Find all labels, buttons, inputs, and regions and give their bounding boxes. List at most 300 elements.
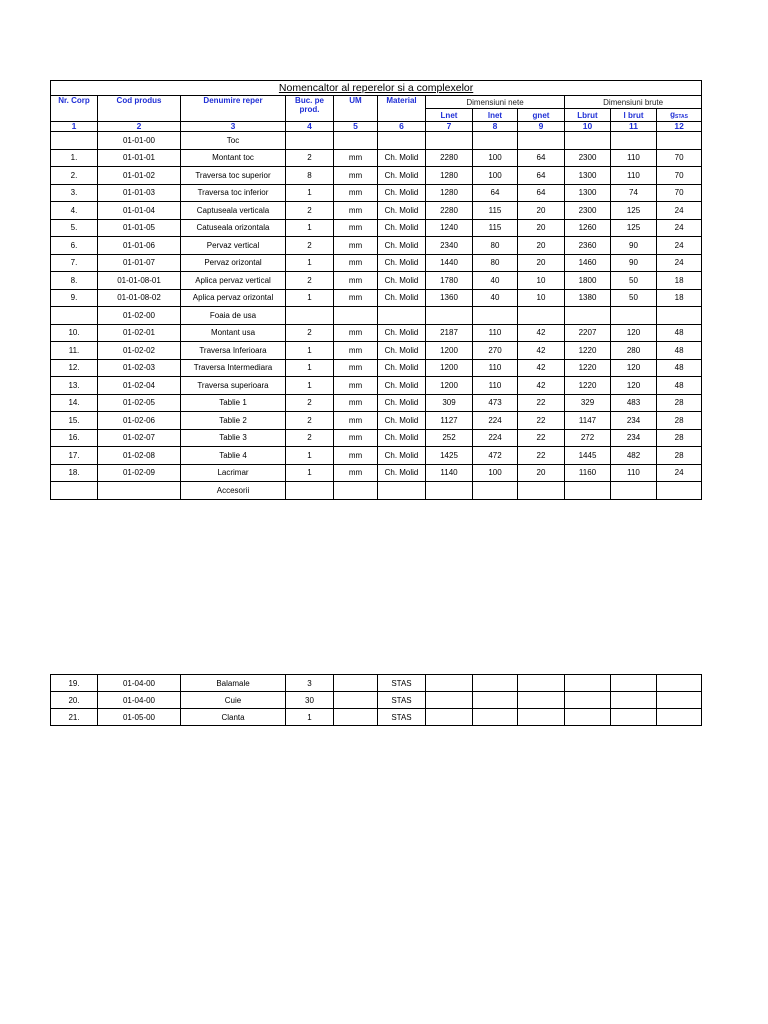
header-lbrut-width: l brut (611, 109, 657, 122)
cell-lnet-width: 110 (473, 377, 518, 395)
cell-um (334, 692, 378, 709)
column-number-5: 5 (334, 122, 378, 132)
column-number-6: 6 (378, 122, 426, 132)
cell-lbrut (565, 709, 611, 726)
cell-nr-corp: 2. (51, 167, 98, 185)
cell-gnet: 64 (518, 167, 565, 185)
cell-um: mm (334, 184, 378, 202)
cell-buc: 2 (286, 394, 334, 412)
cell-nr-corp: 12. (51, 359, 98, 377)
cell-denumire: Aplica pervaz orizontal (181, 289, 286, 307)
cell-lnet: 1280 (426, 167, 473, 185)
header-buc-pe-prod (286, 96, 334, 122)
cell-lbrut: 1380 (565, 289, 611, 307)
cell-gnet: 20 (518, 254, 565, 272)
cell-denumire: Traversa Inferioara (181, 342, 286, 360)
cell-lnet-width: 100 (473, 464, 518, 482)
cell-cod-produs: 01-02-08 (98, 447, 181, 465)
column-number-4: 4 (286, 122, 334, 132)
cell-material: Ch. Molid (378, 184, 426, 202)
cell-nr-corp: 14. (51, 394, 98, 412)
cell-buc: 2 (286, 272, 334, 290)
cell-lnet-width (473, 307, 518, 325)
header-cod-produs: Cod produs (98, 96, 181, 122)
column-number-1: 1 (51, 122, 98, 132)
cell-denumire: Catuseala orizontala (181, 219, 286, 237)
cell-lbrut: 1300 (565, 184, 611, 202)
cell-denumire: Montant toc (181, 149, 286, 167)
cell-cod-produs: 01-02-02 (98, 342, 181, 360)
cell-lbrut-width: 90 (611, 237, 657, 255)
header-material: Material (378, 96, 426, 122)
cell-lnet: 1780 (426, 272, 473, 290)
cell-material (378, 482, 426, 500)
cell-denumire: Accesorii (181, 482, 286, 500)
cell-material: Ch. Molid (378, 447, 426, 465)
table-row (51, 167, 702, 185)
cell-lnet-width: 224 (473, 429, 518, 447)
cell-lbrut: 1220 (565, 342, 611, 360)
cell-denumire: Traversa Intermediara (181, 359, 286, 377)
cell-um: mm (334, 202, 378, 220)
cell-um: mm (334, 289, 378, 307)
cell-gstas (657, 307, 702, 325)
cell-um (334, 709, 378, 726)
cell-nr-corp: 1. (51, 149, 98, 167)
cell-gnet: 64 (518, 184, 565, 202)
cell-lnet-width: 40 (473, 289, 518, 307)
cell-buc: 2 (286, 412, 334, 430)
cell-gstas: 24 (657, 464, 702, 482)
cell-lbrut-width: 90 (611, 254, 657, 272)
cell-gstas: 48 (657, 359, 702, 377)
cell-lnet-width: 80 (473, 254, 518, 272)
cell-lbrut: 2300 (565, 149, 611, 167)
cell-nr-corp: 16. (51, 429, 98, 447)
cell-buc: 1 (286, 184, 334, 202)
cell-lnet: 309 (426, 394, 473, 412)
cell-material: Ch. Molid (378, 359, 426, 377)
cell-buc: 1 (286, 464, 334, 482)
accessory-row (51, 709, 702, 726)
cell-buc: 8 (286, 167, 334, 185)
table-row (51, 132, 702, 150)
cell-gnet (518, 692, 565, 709)
cell-denumire: Pervaz orizontal (181, 254, 286, 272)
cell-nr-corp: 7. (51, 254, 98, 272)
cell-lnet-width (473, 675, 518, 692)
cell-cod-produs: 01-01-00 (98, 132, 181, 150)
cell-buc: 2 (286, 429, 334, 447)
cell-denumire: Montant usa (181, 324, 286, 342)
cell-lbrut-width: 120 (611, 324, 657, 342)
cell-cod-produs: 01-02-09 (98, 464, 181, 482)
cell-lbrut (565, 132, 611, 150)
cell-lbrut-width (611, 307, 657, 325)
cell-lbrut: 2360 (565, 237, 611, 255)
cell-um: mm (334, 342, 378, 360)
cell-lbrut: 329 (565, 394, 611, 412)
cell-material: Ch. Molid (378, 464, 426, 482)
table-row (51, 342, 702, 360)
cell-material: STAS (378, 709, 426, 726)
cell-gstas (657, 482, 702, 500)
cell-lbrut-width: 110 (611, 464, 657, 482)
cell-cod-produs: 01-04-00 (98, 692, 181, 709)
cell-nr-corp (51, 482, 98, 500)
cell-gnet: 20 (518, 237, 565, 255)
cell-lnet-width: 472 (473, 447, 518, 465)
cell-gstas: 28 (657, 447, 702, 465)
cell-denumire: Captuseala verticala (181, 202, 286, 220)
cell-lbrut: 1260 (565, 219, 611, 237)
cell-gstas: 48 (657, 342, 702, 360)
cell-gstas (657, 709, 702, 726)
cell-lnet-width: 110 (473, 359, 518, 377)
cell-lnet: 1200 (426, 342, 473, 360)
cell-lbrut: 1220 (565, 359, 611, 377)
cell-cod-produs: 01-02-01 (98, 324, 181, 342)
table-row (51, 237, 702, 255)
cell-lbrut-width: 120 (611, 377, 657, 395)
cell-denumire: Traversa toc inferior (181, 184, 286, 202)
cell-lbrut: 1300 (565, 167, 611, 185)
cell-material: STAS (378, 692, 426, 709)
cell-denumire: Balamale (181, 675, 286, 692)
cell-lbrut-width: 110 (611, 149, 657, 167)
cell-gstas (657, 132, 702, 150)
cell-gstas: 28 (657, 412, 702, 430)
cell-lbrut (565, 482, 611, 500)
cell-um (334, 675, 378, 692)
cell-gnet (518, 482, 565, 500)
header-dimensiuni-brute: Dimensiuni brute (565, 96, 702, 109)
cell-material: Ch. Molid (378, 377, 426, 395)
cell-gnet (518, 709, 565, 726)
cell-lbrut-width (611, 132, 657, 150)
cell-gnet: 64 (518, 149, 565, 167)
cell-denumire: Tablie 1 (181, 394, 286, 412)
cell-gnet: 42 (518, 324, 565, 342)
cell-lnet (426, 482, 473, 500)
cell-lnet (426, 709, 473, 726)
table-row (51, 324, 702, 342)
cell-lnet-width: 115 (473, 202, 518, 220)
cell-nr-corp (51, 132, 98, 150)
cell-um (334, 482, 378, 500)
cell-um: mm (334, 149, 378, 167)
column-number-2: 2 (98, 122, 181, 132)
table-row (51, 149, 702, 167)
cell-cod-produs: 01-01-05 (98, 219, 181, 237)
cell-lbrut-width: 482 (611, 447, 657, 465)
cell-lbrut: 1800 (565, 272, 611, 290)
cell-lnet-width: 115 (473, 219, 518, 237)
cell-lnet-width (473, 132, 518, 150)
cell-lbrut: 2300 (565, 202, 611, 220)
cell-material: Ch. Molid (378, 237, 426, 255)
cell-cod-produs: 01-01-07 (98, 254, 181, 272)
cell-cod-produs: 01-02-07 (98, 429, 181, 447)
cell-lnet: 2187 (426, 324, 473, 342)
cell-lnet-width: 224 (473, 412, 518, 430)
cell-gstas: 28 (657, 394, 702, 412)
cell-gnet: 20 (518, 219, 565, 237)
cell-cod-produs: 01-02-06 (98, 412, 181, 430)
cell-buc: 1 (286, 254, 334, 272)
cell-nr-corp: 4. (51, 202, 98, 220)
cell-lnet-width: 100 (473, 167, 518, 185)
table-row (51, 464, 702, 482)
table-row (51, 429, 702, 447)
cell-lbrut-width: 125 (611, 219, 657, 237)
cell-um: mm (334, 254, 378, 272)
cell-lnet: 1200 (426, 359, 473, 377)
cell-denumire: Cuie (181, 692, 286, 709)
cell-gnet (518, 675, 565, 692)
cell-um: mm (334, 324, 378, 342)
cell-buc: 1 (286, 709, 334, 726)
cell-material: Ch. Molid (378, 394, 426, 412)
header-um: UM (334, 96, 378, 122)
cell-nr-corp: 6. (51, 237, 98, 255)
cell-nr-corp: 13. (51, 377, 98, 395)
cell-denumire: Clanta (181, 709, 286, 726)
cell-um: mm (334, 359, 378, 377)
cell-um: mm (334, 447, 378, 465)
cell-um: mm (334, 412, 378, 430)
cell-material: Ch. Molid (378, 167, 426, 185)
cell-lbrut-width (611, 692, 657, 709)
cell-denumire: Aplica pervaz vertical (181, 272, 286, 290)
cell-gnet: 42 (518, 377, 565, 395)
cell-gstas: 28 (657, 429, 702, 447)
header-dimensiuni-nete: Dimensiuni nete (426, 96, 565, 109)
table-row (51, 377, 702, 395)
cell-denumire: Foaia de usa (181, 307, 286, 325)
cell-buc: 2 (286, 149, 334, 167)
cell-buc (286, 482, 334, 500)
cell-material: Ch. Molid (378, 202, 426, 220)
cell-lnet (426, 675, 473, 692)
cell-gnet: 22 (518, 447, 565, 465)
cell-lnet-width (473, 482, 518, 500)
cell-gstas: 70 (657, 184, 702, 202)
header-g-stas (657, 109, 702, 122)
cell-nr-corp: 15. (51, 412, 98, 430)
cell-nr-corp: 21. (51, 709, 98, 726)
cell-cod-produs: 01-01-04 (98, 202, 181, 220)
column-number-10: 10 (565, 122, 611, 132)
cell-nr-corp: 19. (51, 675, 98, 692)
cell-um: mm (334, 394, 378, 412)
cell-gnet: 10 (518, 289, 565, 307)
cell-gnet (518, 132, 565, 150)
cell-lnet-width (473, 692, 518, 709)
cell-gstas: 70 (657, 167, 702, 185)
cell-material: Ch. Molid (378, 254, 426, 272)
cell-denumire: Tablie 2 (181, 412, 286, 430)
cell-denumire: Traversa toc superior (181, 167, 286, 185)
table-row (51, 359, 702, 377)
cell-cod-produs: 01-01-02 (98, 167, 181, 185)
cell-denumire: Tablie 4 (181, 447, 286, 465)
cell-lbrut: 2207 (565, 324, 611, 342)
cell-lnet-width: 110 (473, 324, 518, 342)
cell-cod-produs: 01-02-05 (98, 394, 181, 412)
cell-cod-produs: 01-02-00 (98, 307, 181, 325)
cell-cod-produs (98, 482, 181, 500)
cell-um: mm (334, 429, 378, 447)
header-stas-subscript: STAS (675, 113, 688, 120)
cell-buc: 2 (286, 324, 334, 342)
accessory-row (51, 675, 702, 692)
cell-gstas (657, 692, 702, 709)
cell-lbrut (565, 307, 611, 325)
cell-lbrut-width: 50 (611, 289, 657, 307)
cell-buc: 1 (286, 447, 334, 465)
table-title: Nomencaltor al reperelor si a complexelor (51, 81, 702, 96)
cell-nr-corp: 20. (51, 692, 98, 709)
accessory-row (51, 692, 702, 709)
cell-lbrut-width: 120 (611, 359, 657, 377)
cell-lbrut-width: 280 (611, 342, 657, 360)
cell-lbrut (565, 675, 611, 692)
cell-gnet: 20 (518, 202, 565, 220)
cell-lnet-width: 40 (473, 272, 518, 290)
cell-lbrut: 1220 (565, 377, 611, 395)
cell-cod-produs: 01-05-00 (98, 709, 181, 726)
cell-lnet: 2280 (426, 149, 473, 167)
cell-gnet: 42 (518, 342, 565, 360)
cell-lnet-width (473, 709, 518, 726)
cell-nr-corp: 17. (51, 447, 98, 465)
cell-um: mm (334, 272, 378, 290)
cell-lnet: 252 (426, 429, 473, 447)
cell-buc: 1 (286, 359, 334, 377)
cell-gnet: 22 (518, 412, 565, 430)
column-number-12: 12 (657, 122, 702, 132)
header-prod-label: prod. (299, 105, 320, 114)
cell-gstas: 48 (657, 377, 702, 395)
cell-lbrut: 1147 (565, 412, 611, 430)
cell-gstas: 18 (657, 272, 702, 290)
cell-buc: 1 (286, 289, 334, 307)
cell-buc: 1 (286, 219, 334, 237)
cell-material: Ch. Molid (378, 429, 426, 447)
cell-lnet: 2340 (426, 237, 473, 255)
cell-nr-corp: 9. (51, 289, 98, 307)
cell-material: STAS (378, 675, 426, 692)
cell-lnet-width: 100 (473, 149, 518, 167)
cell-gstas: 48 (657, 324, 702, 342)
cell-lbrut-width (611, 482, 657, 500)
cell-lbrut (565, 692, 611, 709)
table-row (51, 254, 702, 272)
cell-lnet-width: 270 (473, 342, 518, 360)
header-nr-corp: Nr. Corp (51, 96, 98, 122)
cell-material: Ch. Molid (378, 342, 426, 360)
cell-lnet: 1140 (426, 464, 473, 482)
cell-lnet: 1360 (426, 289, 473, 307)
cell-gnet: 22 (518, 394, 565, 412)
cell-lnet (426, 132, 473, 150)
cell-cod-produs: 01-02-04 (98, 377, 181, 395)
column-number-8: 8 (473, 122, 518, 132)
table-row (51, 412, 702, 430)
cell-nr-corp: 11. (51, 342, 98, 360)
cell-gstas: 70 (657, 149, 702, 167)
cell-cod-produs: 01-01-08-02 (98, 289, 181, 307)
header-g-label: g (670, 109, 676, 119)
cell-lnet (426, 692, 473, 709)
cell-lbrut: 272 (565, 429, 611, 447)
cell-lbrut: 1445 (565, 447, 611, 465)
cell-nr-corp: 8. (51, 272, 98, 290)
cell-lbrut: 1460 (565, 254, 611, 272)
table-row (51, 394, 702, 412)
cell-gnet: 20 (518, 464, 565, 482)
cell-gstas: 24 (657, 254, 702, 272)
table-row (51, 272, 702, 290)
cell-um: mm (334, 377, 378, 395)
cell-buc: 1 (286, 377, 334, 395)
cell-material: Ch. Molid (378, 324, 426, 342)
column-number-9: 9 (518, 122, 565, 132)
cell-material: Ch. Molid (378, 149, 426, 167)
cell-um: mm (334, 167, 378, 185)
cell-denumire: Pervaz vertical (181, 237, 286, 255)
cell-lbrut-width: 50 (611, 272, 657, 290)
header-gnet: gnet (518, 109, 565, 122)
cell-buc (286, 307, 334, 325)
cell-lbrut-width (611, 675, 657, 692)
cell-buc: 1 (286, 342, 334, 360)
cell-um: mm (334, 219, 378, 237)
cell-cod-produs: 01-01-01 (98, 149, 181, 167)
cell-lbrut: 1160 (565, 464, 611, 482)
cell-material: Ch. Molid (378, 412, 426, 430)
table-row (51, 447, 702, 465)
cell-buc (286, 132, 334, 150)
accessories-table (50, 674, 702, 726)
cell-lnet: 1240 (426, 219, 473, 237)
cell-cod-produs: 01-01-06 (98, 237, 181, 255)
cell-lnet: 2280 (426, 202, 473, 220)
cell-lnet (426, 307, 473, 325)
cell-lnet: 1440 (426, 254, 473, 272)
header-buc-pe-label: Buc. pe (295, 96, 324, 105)
cell-denumire: Tablie 3 (181, 429, 286, 447)
cell-nr-corp: 3. (51, 184, 98, 202)
cell-gnet: 42 (518, 359, 565, 377)
header-lnet: Lnet (426, 109, 473, 122)
cell-lbrut-width: 74 (611, 184, 657, 202)
cell-denumire: Lacrimar (181, 464, 286, 482)
cell-nr-corp: 18. (51, 464, 98, 482)
cell-lbrut-width: 234 (611, 412, 657, 430)
cell-lnet: 1127 (426, 412, 473, 430)
table-row (51, 307, 702, 325)
cell-lbrut-width: 125 (611, 202, 657, 220)
cell-buc: 2 (286, 202, 334, 220)
cell-gnet: 22 (518, 429, 565, 447)
cell-cod-produs: 01-04-00 (98, 675, 181, 692)
header-lnet-width: lnet (473, 109, 518, 122)
cell-lnet: 1200 (426, 377, 473, 395)
cell-gstas (657, 675, 702, 692)
cell-nr-corp: 5. (51, 219, 98, 237)
